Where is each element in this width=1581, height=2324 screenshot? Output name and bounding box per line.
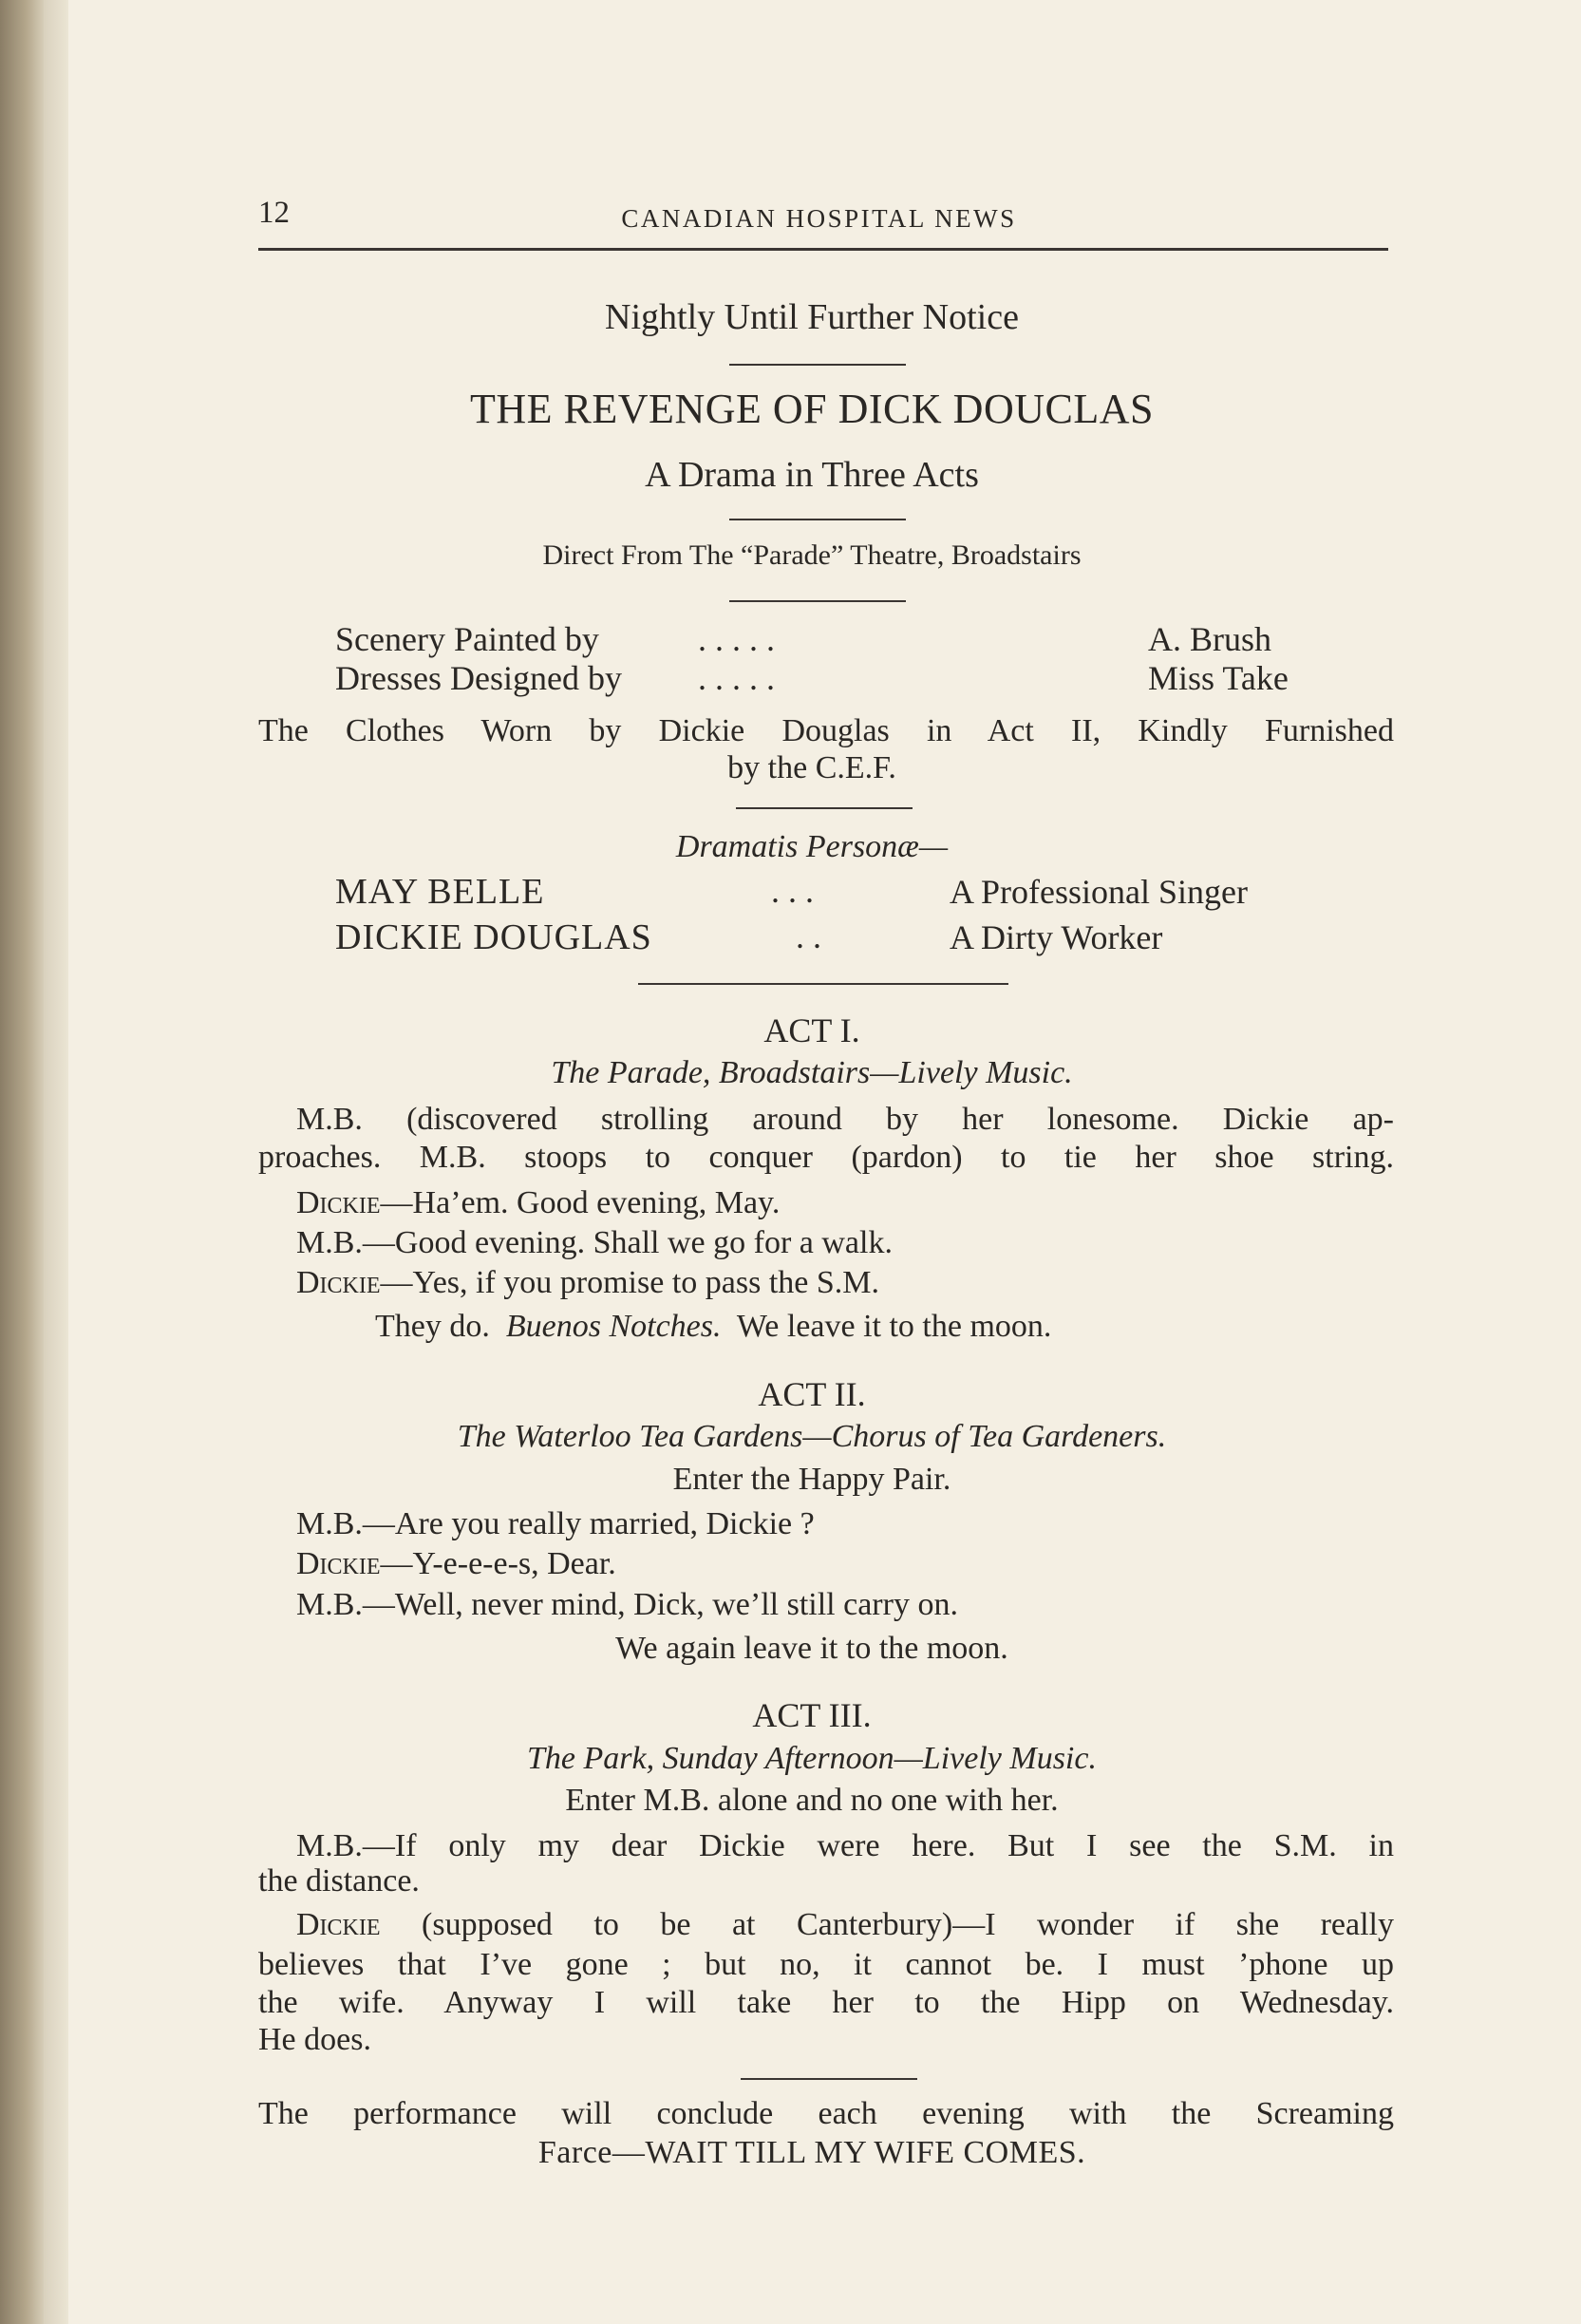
separator-rule xyxy=(729,600,906,602)
clothes-note-line: by the C.E.F. xyxy=(727,750,896,785)
dialogue-line xyxy=(296,1265,879,1301)
cast-role: A Professional Singer xyxy=(950,873,1248,911)
act-setting: The Waterloo Tea Gardens—Chorus of Tea Gardeners. xyxy=(457,1419,1167,1454)
act-heading: ACT I. xyxy=(763,1011,860,1049)
speaker-name: Dickie xyxy=(296,1185,381,1220)
clothes-note-line: The Clothes Worn by Dickie Douglas in Act II, Kindly Furnished xyxy=(258,713,1394,748)
dialogue-line xyxy=(296,1185,780,1221)
separator-rule xyxy=(741,2078,917,2080)
credit-label: Dresses Designed by xyxy=(335,659,622,697)
dialogue-text: —Y-e-e-e-s, Dear. xyxy=(380,1546,616,1581)
dialogue-line: the wife. Anyway I will take her to the Hipp on Wednesday. xyxy=(258,1985,1394,2020)
act-heading: ACT II. xyxy=(758,1375,866,1413)
book-spine xyxy=(0,0,44,2324)
play-subtitle: A Drama in Three Acts xyxy=(645,455,979,495)
stage-direction-line: Enter the Happy Pair. xyxy=(672,1462,951,1497)
act-heading: ACT III. xyxy=(752,1696,872,1734)
dialogue-line: the distance. xyxy=(258,1863,420,1899)
dialogue-line: M.B.—Good evening. Shall we go for a walk. xyxy=(296,1225,893,1260)
credit-name: A. Brush xyxy=(1148,620,1272,658)
origin-line: Direct From The “Parade” Theatre, Broadstairs xyxy=(542,539,1082,571)
stage-direction-line: They do. Buenos Notches. We leave it to the moon. xyxy=(375,1309,1052,1344)
closing-line: The performance will conclude each evening with the Screaming xyxy=(258,2096,1394,2131)
credit-name: Miss Take xyxy=(1148,659,1289,697)
separator-rule xyxy=(729,519,906,520)
dialogue-line xyxy=(296,1546,616,1582)
credit-dots: . . . . . xyxy=(698,620,775,658)
dialogue-line: M.B.—If only my dear Dickie were here. But I see the S.M. in xyxy=(296,1828,1394,1863)
header-rule xyxy=(258,248,1388,251)
page-gutter xyxy=(44,0,68,2324)
separator-rule xyxy=(638,983,1008,985)
dialogue-text: (supposed to be at Canterbury)—I wonder if she really xyxy=(380,1907,1394,1942)
separator-rule xyxy=(736,807,913,809)
dialogue-line: believes that I’ve gone ; but no, it cannot be. I must ’phone up xyxy=(258,1947,1394,1982)
speaker-name: Dickie xyxy=(296,1546,381,1581)
cast-name: MAY BELLE xyxy=(335,872,545,912)
dialogue-line: He does. xyxy=(258,2022,371,2057)
cast-name: DICKIE DOUGLAS xyxy=(335,917,652,957)
closing-line: Farce—WAIT TILL MY WIFE COMES. xyxy=(537,2135,1086,2170)
page-number: 12 xyxy=(258,196,290,230)
separator-rule xyxy=(729,364,906,366)
play-title: THE REVENGE OF DICK DOUCLAS xyxy=(470,386,1154,432)
cast-role: A Dirty Worker xyxy=(950,918,1163,956)
notice-line: Nightly Until Further Notice xyxy=(605,297,1019,337)
act-setting: The Park, Sunday Afternoon—Lively Music. xyxy=(527,1741,1097,1776)
running-head: CANADIAN HOSPITAL NEWS xyxy=(621,204,1017,233)
stage-direction-line: Enter M.B. alone and no one with her. xyxy=(565,1783,1059,1818)
italic-phrase: Buenos Notches. xyxy=(505,1309,722,1344)
dialogue-line xyxy=(296,1907,1394,1943)
stage-direction-line: We again leave it to the moon. xyxy=(615,1631,1008,1666)
cast-dots: . . xyxy=(796,917,821,955)
speaker-name: Dickie xyxy=(296,1907,381,1942)
dialogue-text: —Yes, if you promise to pass the S.M. xyxy=(380,1265,880,1300)
dramatis-heading: Dramatis Personæ— xyxy=(675,829,949,864)
act-setting: The Parade, Broadstairs—Lively Music. xyxy=(551,1055,1073,1090)
cast-dots: . . . xyxy=(771,872,814,910)
credit-label: Scenery Painted by xyxy=(335,620,599,658)
stage-direction-line: proaches. M.B. stoops to conquer (pardon) to tie her shoe string. xyxy=(258,1140,1394,1175)
dialogue-line: M.B.—Are you really married, Dickie ? xyxy=(296,1506,815,1541)
dialogue-text: —Ha’em. Good evening, May. xyxy=(380,1185,781,1220)
credit-dots: . . . . . xyxy=(698,659,775,697)
dialogue-line: M.B.—Well, never mind, Dick, we’ll still carry on. xyxy=(296,1587,958,1622)
speaker-name: Dickie xyxy=(296,1265,381,1300)
stage-direction-line: M.B. (discovered strolling around by her lonesome. Dickie ap- xyxy=(296,1102,1394,1137)
